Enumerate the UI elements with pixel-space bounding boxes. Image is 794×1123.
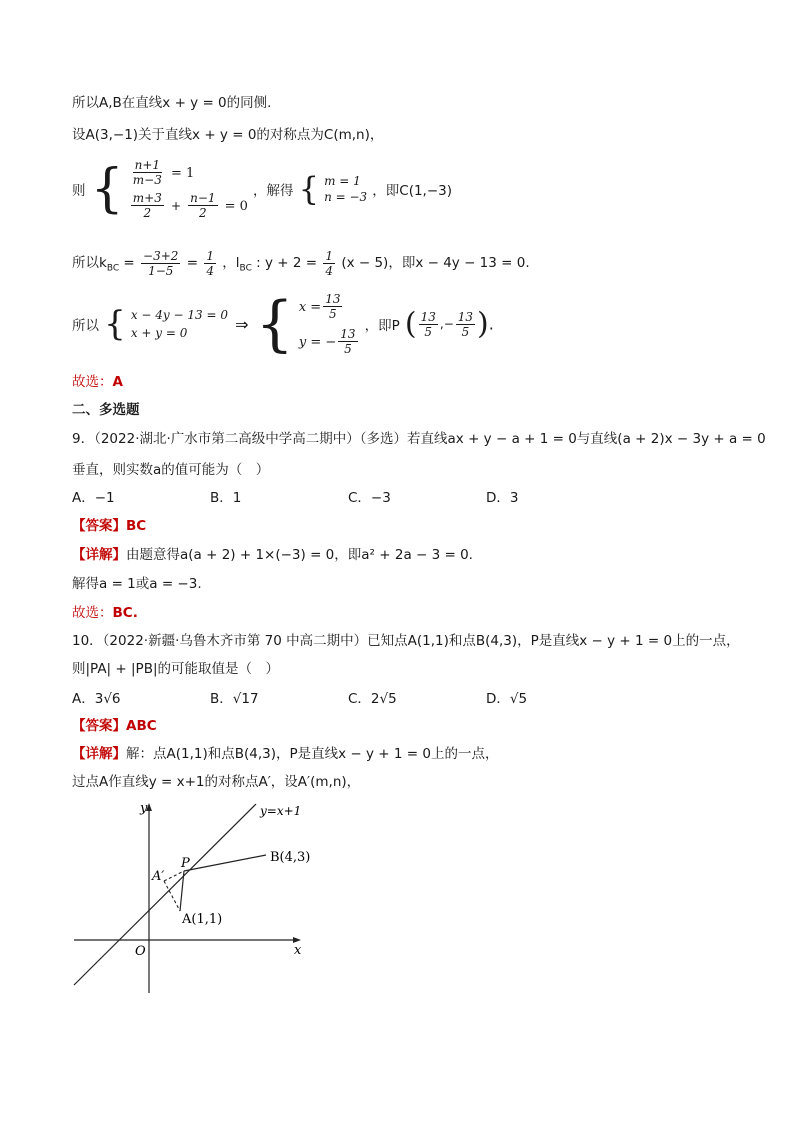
q9-detail: 【详解】由题意得a(a + 2) + 1×(−3) = 0，即a² + 2a − 3 = 0. (72, 547, 473, 563)
y-axis-label: y (140, 801, 148, 816)
sys1-eq2: $\frac{m+3}{2}$ + $\frac{n-1}{2}$ = 0 (132, 191, 248, 220)
equation-system-1: 则 { $\frac{n+1}{m-3}$ = 1 $\frac{m+3}{2}$ + $\frac{n-1}{2}$ = 0 ，解得 { m = 1 n = −3 ，即C(1,−3) (72, 158, 453, 220)
q9-option-d: D．3 (486, 490, 519, 506)
q10-option-d: D．√5 (486, 691, 528, 707)
point-Aprime-label: A′ (152, 869, 165, 884)
sys1-solution: m = 1 n = −3 (324, 174, 368, 204)
q10-answer: 【答案】ABC (72, 718, 157, 734)
q10-reflect: 过点A作直线y = x+1的对称点A′，设A′(m,n)， (72, 774, 361, 790)
q9-option-c: C．−3 (348, 490, 391, 506)
equation-system-2: 所以 { x − 4y − 13 = 0 x + y = 0 ⇒ { x = $\frac{13}{5}$ y = − $\frac{13}{5}$ ，即P ( $\frac{13}{5}$ ,− $\frac{13}{5}$ ). (72, 289, 494, 359)
text-line-symmetric-point (72, 125, 383, 145)
text-symmetric-point: 设A(3,−1)关于直线x + y = 0的对称点为C(m,n)， (72, 127, 384, 143)
segment-AprimeA (164, 881, 180, 911)
q10-stem-line1: 10．（2022·新疆·乌鲁木齐市第 70 中高二期中）已知点A(1,1)和点B(4,3)，P是直线x − y + 1 = 0上的一点， (72, 633, 740, 649)
sys1-eq1-frac: $\frac{n+1}{m-3}$ (132, 158, 162, 187)
sys1-eq1: $\frac{n+1}{m-3}$ = 1 (132, 158, 195, 187)
origin-label: O (135, 944, 146, 959)
q10-stem-line2: 则|PA| + |PB|的可能取值是（ ） (72, 661, 280, 677)
q10-option-a: A．3√6 (72, 691, 121, 707)
text-same-side: 所以A,B在直线x + y = 0的同侧. (72, 95, 272, 111)
q9-answer: 【答案】BC (72, 518, 147, 534)
sys1-prefix: 则 (72, 183, 86, 199)
x-axis-label: x (294, 943, 302, 958)
sys1-brace: { (90, 159, 124, 219)
section-heading: 二、多选题 (72, 402, 140, 418)
q9-option-a: A．−1 (72, 490, 115, 506)
q10-detail: 【详解】解：点A(1,1)和点B(4,3)，P是直线x − y + 1 = 0上的一点， (72, 746, 499, 762)
segment-AprimeP (164, 871, 184, 881)
text-line-same-side (72, 93, 271, 113)
q9-choice: 故选：BC. (72, 605, 138, 621)
q9-stem-line1: 9．（2022·湖北·广水市第二高级中学高二期中）（多选）若直线ax + y − a + 1 = 0与直线(a + 2)x − 3y + a = 0 (72, 431, 766, 447)
q9-solve: 解得a = 1或a = −3. (72, 576, 202, 592)
sys1-equations (129, 158, 248, 220)
line-label: y=x+1 (260, 804, 302, 818)
q9-option-b: B．1 (210, 490, 242, 506)
point-P-label: P (181, 856, 190, 871)
text-line-slope: 所以$k_{BC}$ = $\frac{-3+2}{1-5}$ = $\frac{1}{4}$ ，$l_{BC}$ : y + 2 = $\frac{1}{4}$ (x − 5)，即x − 4y − 13 = 0. (72, 248, 530, 278)
sys1-solve-text: ，解得 (253, 183, 294, 199)
q9-stem-line2: 垂直，则实数a的值可能为（ ） (72, 462, 270, 478)
q10-option-b: B．√17 (210, 691, 259, 707)
point-B-label: B(4,3) (270, 850, 311, 865)
sys1-result: ，即C(1,−3) (372, 183, 453, 199)
geometry-figure (60, 795, 320, 1000)
line-y-eq-x-plus-1 (74, 804, 256, 985)
point-A-label: A(1,1) (182, 912, 223, 927)
answer-line-q8: 故选：A (72, 374, 123, 390)
q10-option-c: C．2√5 (348, 691, 397, 707)
